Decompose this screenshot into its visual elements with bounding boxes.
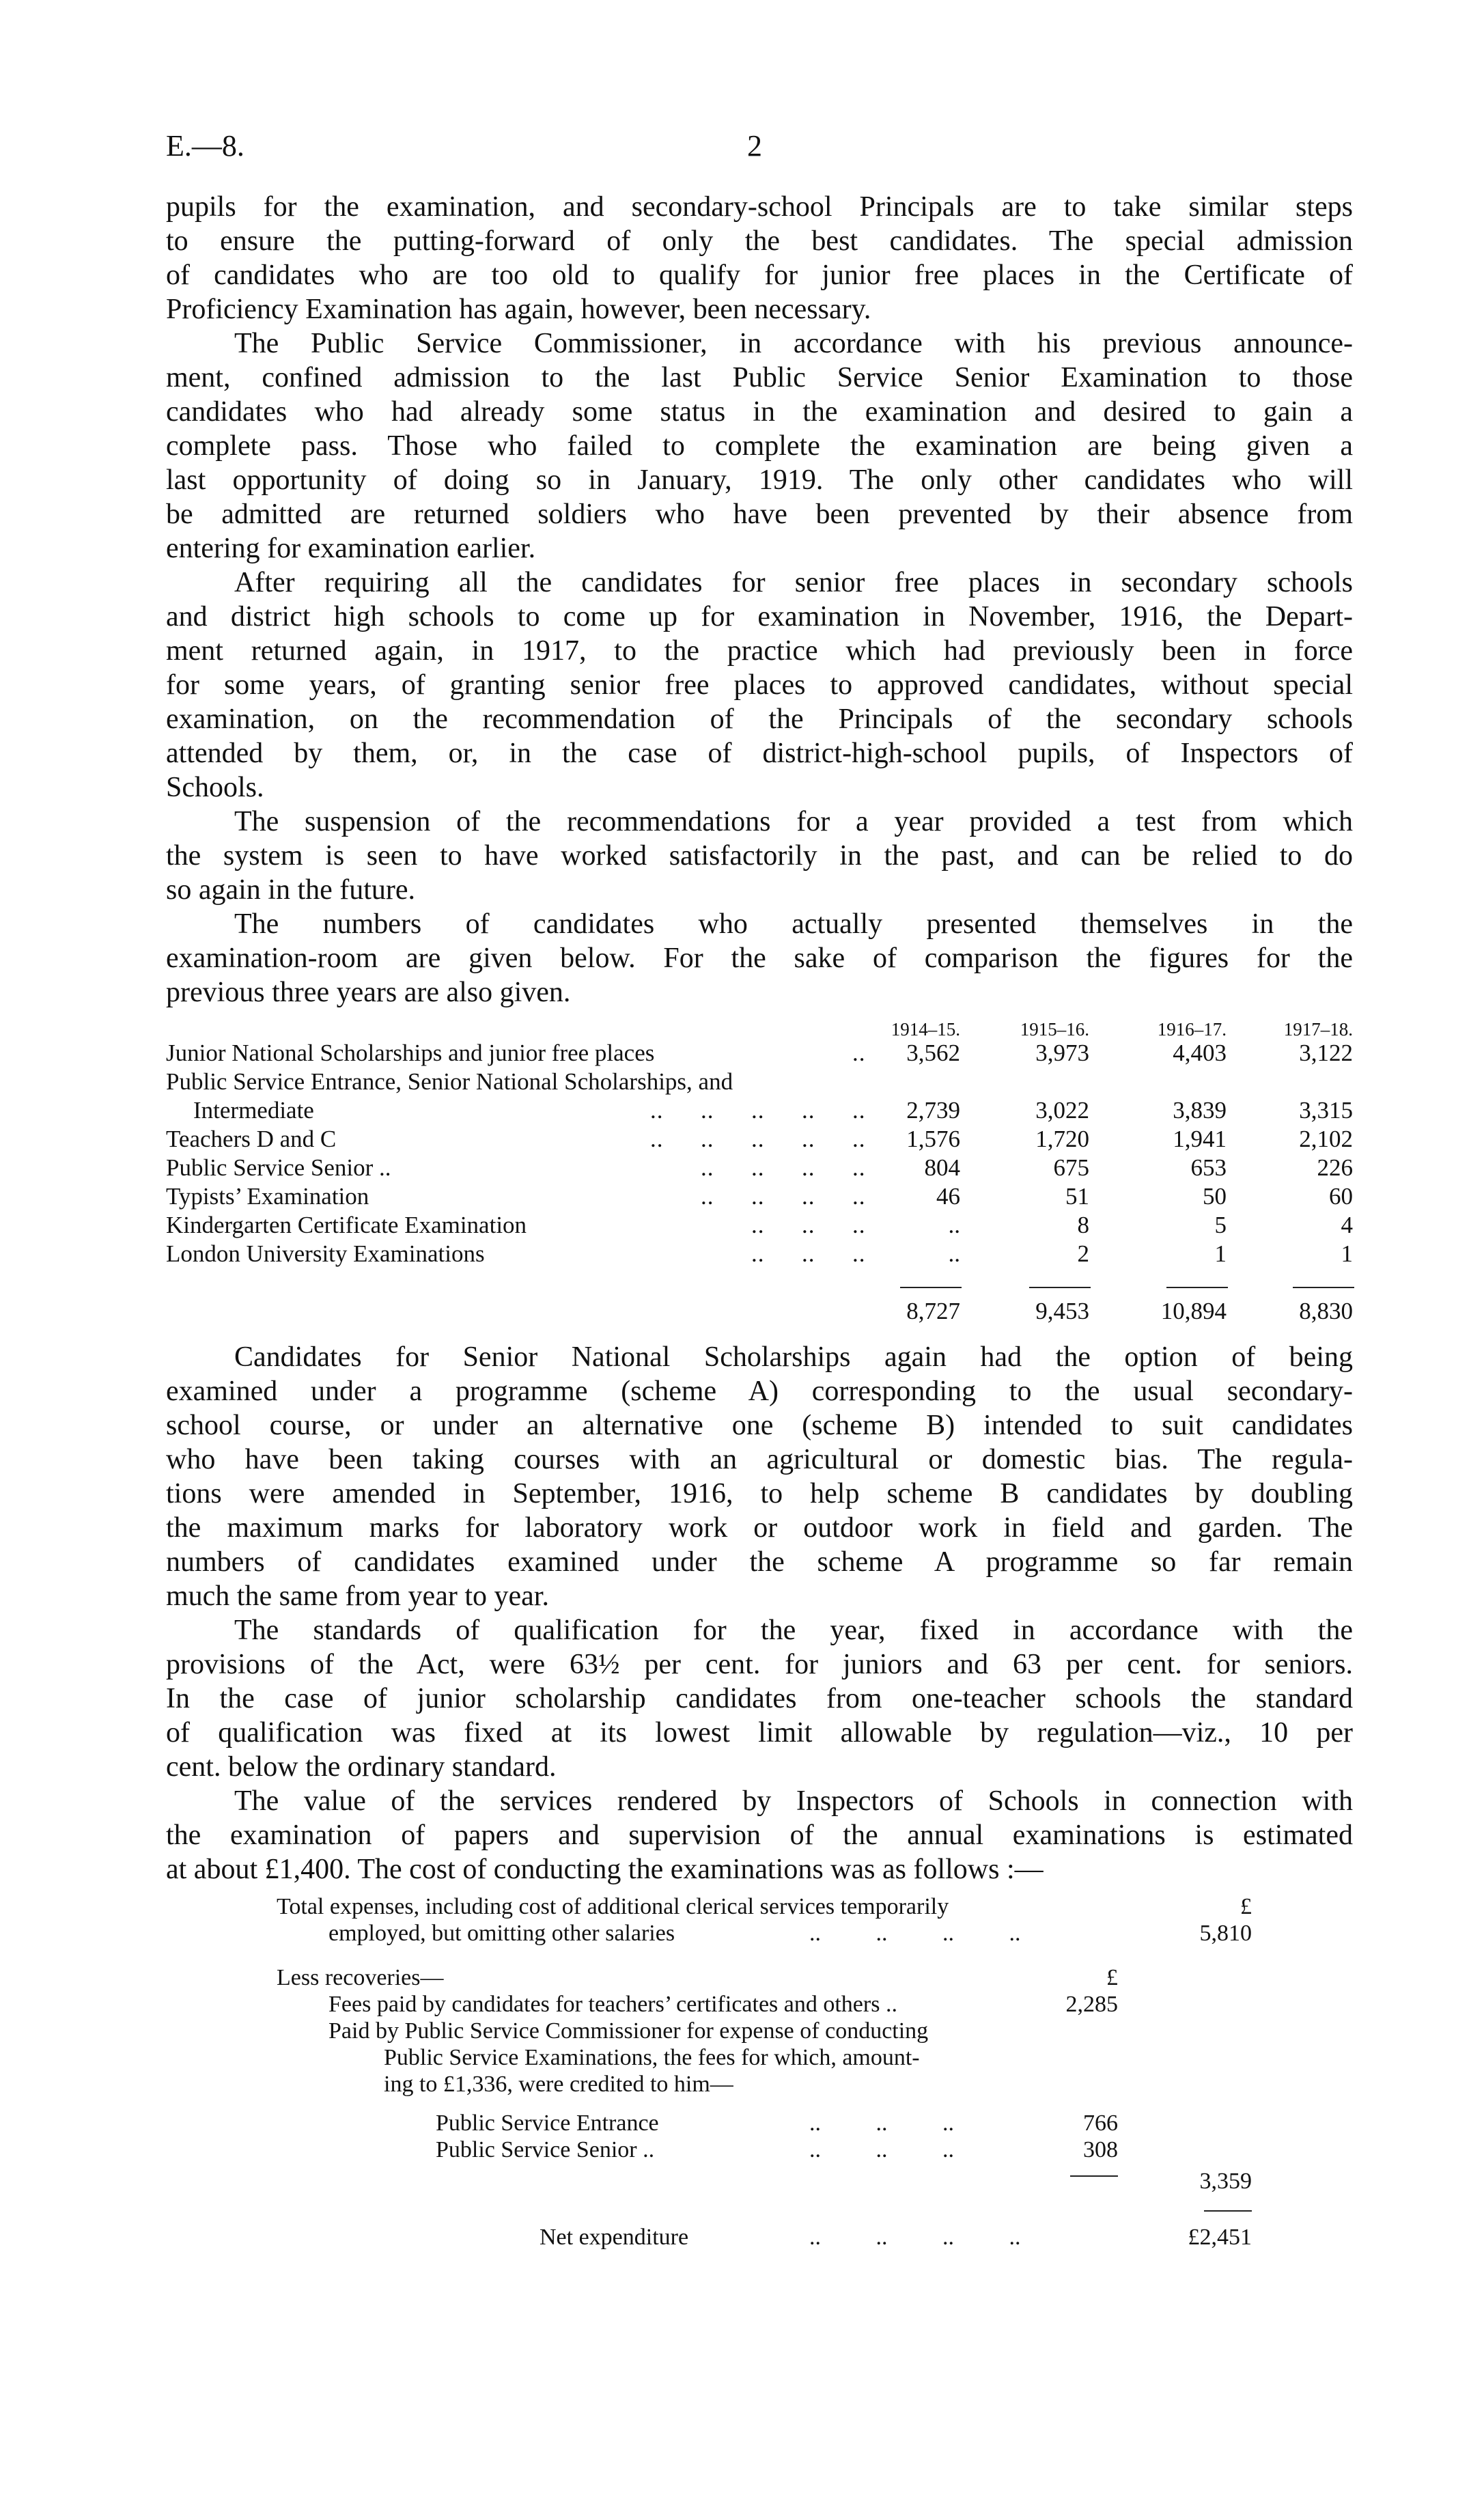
text-line: The numbers of candidates who actually presented themselves in the xyxy=(234,908,1353,940)
page-number: 2 xyxy=(747,129,762,163)
currency-symbol: £ xyxy=(1106,1965,1118,1990)
row-label: Intermediate xyxy=(193,1097,314,1124)
text-line: examined under a programme (scheme A) corresponding to the usual secondary- xyxy=(166,1376,1353,1407)
text-line: for some years, of granting senior free places to approved candidates, without special xyxy=(166,669,1353,701)
leader-dots: .. xyxy=(701,1126,714,1152)
row-label: Teachers D and C xyxy=(166,1126,337,1152)
leader-dots: .. .. .. .. xyxy=(809,2225,1021,2250)
cost-label: Public Service Senior .. xyxy=(436,2137,655,2162)
text-line: the system is seen to have worked satisfactorily in the past, and can be relied to do xyxy=(166,840,1353,872)
row-label: London University Examinations xyxy=(166,1240,485,1267)
leader-dots: .. xyxy=(650,1126,664,1152)
text-line: be admitted are returned soldiers who have been prevented by their absence from xyxy=(166,499,1353,530)
table-row xyxy=(166,1212,1353,1240)
text-line: attended by them, or, in the case of district-high-school pupils, of Inspectors of xyxy=(166,738,1353,769)
cell-value: 1,941 xyxy=(1173,1126,1227,1152)
table-row xyxy=(166,1040,1353,1068)
leader-dots: .. xyxy=(852,1183,866,1210)
cost-label: Paid by Public Service Commissioner for expense of conducting xyxy=(328,2018,929,2044)
leader-dots: .. xyxy=(701,1183,714,1210)
cell-value: 2,739 xyxy=(906,1097,960,1124)
leader-dots: .. xyxy=(650,1097,664,1124)
total-value: 8,830 xyxy=(1299,1298,1353,1324)
text-line: numbers of candidates examined under the scheme A programme so far remain xyxy=(166,1546,1353,1578)
row-label: Public Service Senior .. xyxy=(166,1154,391,1181)
cost-label: Less recoveries— xyxy=(277,1965,444,1990)
cost-label: employed, but omitting other salaries xyxy=(328,1921,675,1946)
text-line: The suspension of the recommendations for a year provided a test from which xyxy=(234,806,1353,837)
cost-label: Fees paid by candidates for teachers’ certificates and others .. xyxy=(328,1992,897,2017)
leader-dots: .. xyxy=(751,1240,765,1267)
cell-value: 60 xyxy=(1329,1183,1353,1210)
cell-value: 3,315 xyxy=(1299,1097,1353,1124)
column-header-year: 1914–15. xyxy=(891,1019,960,1040)
cell-value: 3,973 xyxy=(1035,1040,1089,1066)
senior-amount: 308 xyxy=(1083,2137,1118,2162)
text-line: last opportunity of doing so in January, 1919. The only other candidates who will xyxy=(166,464,1353,496)
text-line: to ensure the putting-forward of only the best candidates. The special admission xyxy=(166,225,1353,257)
cell-value: 804 xyxy=(924,1154,960,1181)
text-line: tions were amended in September, 1916, to help scheme B candidates by doubling xyxy=(166,1478,1353,1509)
cell-value: 8 xyxy=(1077,1212,1089,1238)
cost-label: ing to £1,336, were credited to him— xyxy=(384,2072,733,2097)
text-line: Candidates for Senior National Scholarships again had the option of being xyxy=(234,1341,1353,1373)
text-line: and district high schools to come up for examination in November, 1916, the Depart- xyxy=(166,601,1353,632)
cell-value: 3,122 xyxy=(1299,1040,1353,1066)
cell-value: 653 xyxy=(1190,1154,1227,1181)
total-rule xyxy=(1204,2210,1252,2212)
table-row xyxy=(166,1126,1353,1154)
column-header-year: 1917–18. xyxy=(1283,1019,1353,1040)
leader-dots: .. .. .. xyxy=(809,2137,954,2162)
leader-dots: .. xyxy=(751,1212,765,1238)
cell-value: 50 xyxy=(1203,1183,1227,1210)
column-header-year: 1916–17. xyxy=(1157,1019,1227,1040)
text-line: school course, or under an alternative one (scheme B) intended to suit candidates xyxy=(166,1410,1353,1441)
table-row xyxy=(166,1154,1353,1183)
row-label: Typists’ Examination xyxy=(166,1183,369,1210)
cell-value: 51 xyxy=(1065,1183,1089,1210)
recoveries-total: 3,359 xyxy=(1199,2169,1252,2194)
text-line: ment, confined admission to the last Public Service Senior Examination to those xyxy=(166,362,1353,393)
leader-dots: .. xyxy=(852,1212,866,1238)
fees-amount: 2,285 xyxy=(1065,1992,1118,2017)
cell-value: 5 xyxy=(1214,1212,1227,1238)
cell-value: 226 xyxy=(1317,1154,1353,1181)
sum-rule xyxy=(1029,1287,1091,1288)
text-line: The Public Service Commissioner, in accordance with his previous announce- xyxy=(234,328,1353,359)
body-text-top xyxy=(166,190,1353,1009)
cell-value: .. xyxy=(948,1240,960,1267)
leader-dots: .. xyxy=(751,1097,765,1124)
net-label: Net expenditure xyxy=(540,2225,689,2250)
leader-dots: .. xyxy=(852,1126,866,1152)
cell-value: 3,022 xyxy=(1035,1097,1089,1124)
text-line: much the same from year to year. xyxy=(166,1580,549,1612)
cell-value: 3,562 xyxy=(906,1040,960,1066)
text-line: so again in the future. xyxy=(166,874,416,906)
cell-value: .. xyxy=(948,1212,960,1238)
cell-value: 1 xyxy=(1214,1240,1227,1267)
text-line: examination-room are given below. For the sake of comparison the figures for the xyxy=(166,943,1353,974)
table-row xyxy=(166,1183,1353,1212)
cell-value: 4,403 xyxy=(1173,1040,1227,1066)
leader-dots: .. xyxy=(701,1097,714,1124)
text-line: Schools. xyxy=(166,772,264,803)
text-line: at about £1,400. The cost of conducting the examinations was as follows :— xyxy=(166,1854,1044,1885)
row-label: Public Service Entrance, Senior National Scholarships, and xyxy=(166,1068,733,1095)
text-line: The value of the services rendered by Inspectors of Schools in connection with xyxy=(234,1785,1353,1817)
cell-value: 1,576 xyxy=(906,1126,960,1152)
leader-dots: .. .. .. xyxy=(809,2111,954,2136)
text-line: of candidates who are too old to qualify for junior free places in the Certificate of xyxy=(166,260,1353,291)
body-text-bottom xyxy=(166,1340,1353,1886)
text-line: the examination of papers and supervision of the annual examinations is estimated xyxy=(166,1820,1353,1851)
leader-dots: .. xyxy=(751,1154,765,1181)
leader-dots: .. .. .. .. xyxy=(809,1921,1021,1946)
text-line: After requiring all the candidates for senior free places in secondary schools xyxy=(234,567,1353,598)
cell-value: 1,720 xyxy=(1035,1126,1089,1152)
leader-dots: .. xyxy=(802,1154,815,1181)
total-value: 9,453 xyxy=(1035,1298,1089,1324)
leader-dots: .. xyxy=(852,1097,866,1124)
text-line: Proficiency Examination has again, however, been necessary. xyxy=(166,294,871,325)
subtotal-rule xyxy=(1070,2175,1118,2177)
text-line: candidates who had already some status in the examination and desired to gain a xyxy=(166,396,1353,428)
cell-value: 2,102 xyxy=(1299,1126,1353,1152)
net-expenditure-amount: £2,451 xyxy=(1188,2225,1252,2250)
text-line: entering for examination earlier. xyxy=(166,533,536,564)
text-line: provisions of the Act, were 63½ per cent. for juniors and 63 per cent. for seniors. xyxy=(166,1649,1353,1680)
text-line: complete pass. Those who failed to complete the examination are being given a xyxy=(166,430,1353,462)
row-label: Junior National Scholarships and junior free places xyxy=(166,1040,655,1066)
entrance-amount: 766 xyxy=(1083,2111,1118,2136)
table-row xyxy=(166,1068,1353,1097)
cell-value: 1 xyxy=(1341,1240,1353,1267)
cell-value: 675 xyxy=(1053,1154,1089,1181)
table-row xyxy=(166,1097,1353,1126)
leader-dots: .. xyxy=(751,1183,765,1210)
cell-value: 4 xyxy=(1341,1212,1353,1238)
total-value: 8,727 xyxy=(906,1298,960,1324)
total-expenses-amount: 5,810 xyxy=(1199,1921,1252,1946)
leader-dots: .. xyxy=(802,1126,815,1152)
text-line: the maximum marks for laboratory work or outdoor work in field and garden. The xyxy=(166,1512,1353,1544)
document-reference: E.—8. xyxy=(166,129,244,163)
text-line: who have been taking courses with an agricultural or domestic bias. The regula- xyxy=(166,1444,1353,1475)
leader-dots: .. xyxy=(751,1126,765,1152)
leader-dots: .. xyxy=(701,1154,714,1181)
text-line: previous three years are also given. xyxy=(166,977,571,1008)
row-label: Kindergarten Certificate Examination xyxy=(166,1212,527,1238)
leader-dots: .. xyxy=(852,1154,866,1181)
text-line: examination, on the recommendation of the Principals of the secondary schools xyxy=(166,704,1353,735)
leader-dots: .. xyxy=(802,1212,815,1238)
leader-dots: .. xyxy=(852,1040,866,1066)
text-line: cent. below the ordinary standard. xyxy=(166,1751,557,1783)
leader-dots: .. xyxy=(852,1240,866,1267)
cost-label: Public Service Entrance xyxy=(436,2111,659,2136)
text-line: In the case of junior scholarship candidates from one-teacher schools the standard xyxy=(166,1683,1353,1714)
text-line: of qualification was fixed at its lowest limit allowable by regulation—viz., 10 per xyxy=(166,1717,1353,1749)
table-row xyxy=(166,1240,1353,1269)
total-value: 10,894 xyxy=(1160,1298,1227,1324)
cell-value: 46 xyxy=(936,1183,960,1210)
cost-label: Total expenses, including cost of additional clerical services temporarily xyxy=(277,1894,949,1919)
sum-rule xyxy=(1293,1287,1354,1288)
cost-label: Public Service Examinations, the fees for which, amount- xyxy=(384,2045,920,2070)
sum-rule xyxy=(900,1287,962,1288)
leader-dots: .. xyxy=(802,1097,815,1124)
cell-value: 2 xyxy=(1077,1240,1089,1267)
text-line: pupils for the examination, and secondary-school Principals are to take similar steps xyxy=(166,191,1353,223)
currency-symbol: £ xyxy=(1240,1894,1252,1919)
sum-rule xyxy=(1166,1287,1228,1288)
text-line: ment returned again, in 1917, to the practice which had previously been in force xyxy=(166,635,1353,667)
text-line: The standards of qualification for the year, fixed in accordance with the xyxy=(234,1615,1353,1646)
leader-dots: .. xyxy=(802,1240,815,1267)
cell-value: 3,839 xyxy=(1173,1097,1227,1124)
leader-dots: .. xyxy=(802,1183,815,1210)
column-header-year: 1915–16. xyxy=(1020,1019,1089,1040)
